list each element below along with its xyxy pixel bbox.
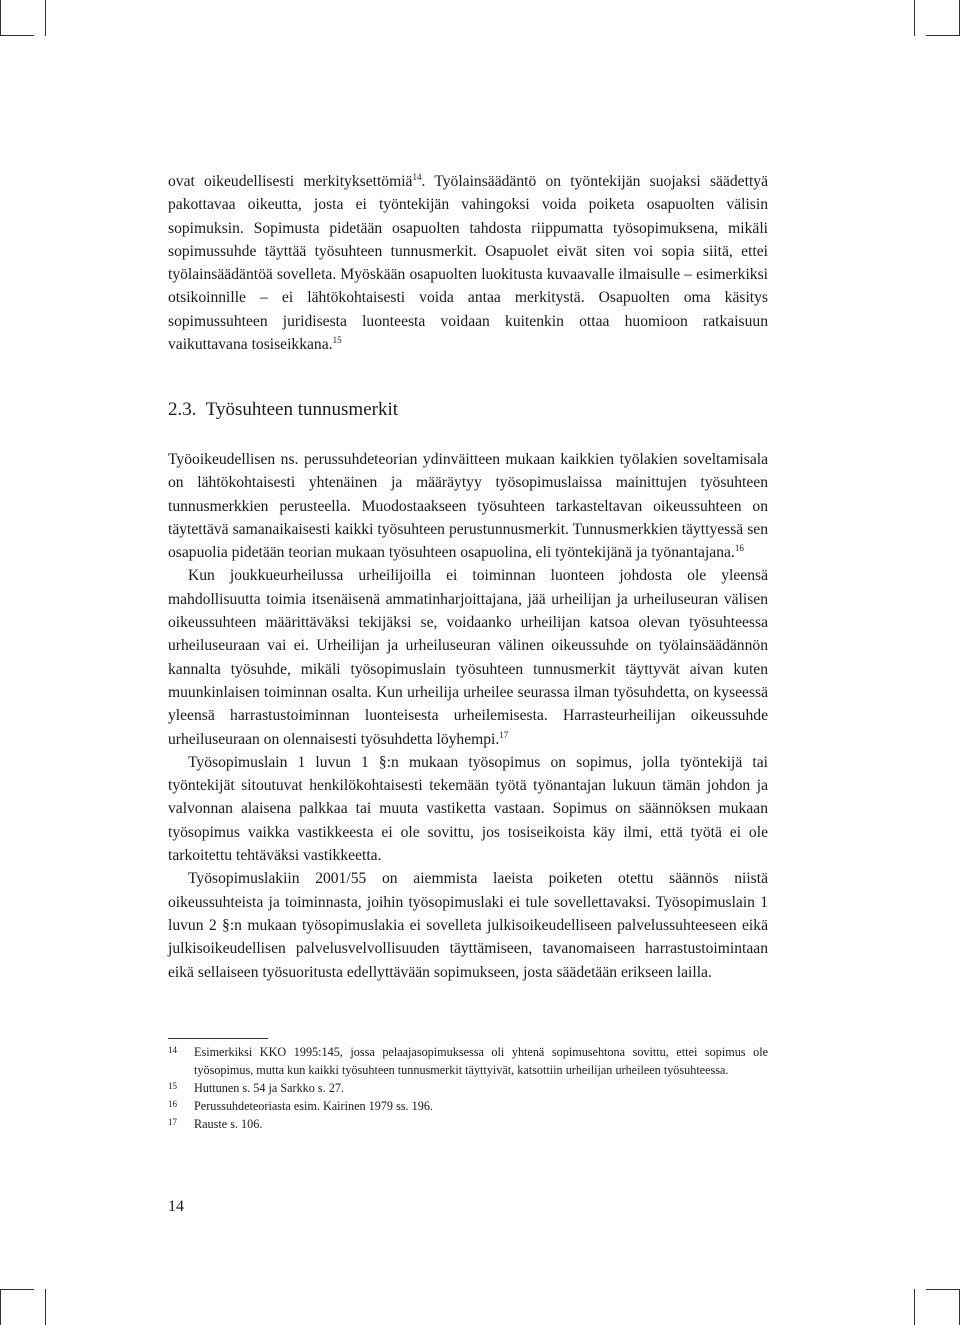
section-number: 2.3. — [168, 399, 197, 420]
footnote — [168, 1079, 768, 1097]
crop-mark-bottom-right-v — [914, 1289, 915, 1325]
paragraph-text: ovat oikeudellisesti merkityksettömiä — [168, 173, 413, 190]
paragraph-text: Työoikeudellisen ns. perussuhdeteorian ydinväitteen mukaan kaikkien työlakien soveltamisala on lähtökohtaisesti yhtenäinen ja määräytyy työsopimuslaissa mainittujen työsuhteen tunnusmerkkien perusteella. Muodostaakseen työsuhteen tarkasteltavan oikeussuhteen on täytettävä samanaikaisesti kaikki työsuhteen perustunnusmerkit. Tunnusmerkkien täyttyessä sen osapuolia pidetään teorian mukaan työsuhteen osapuolina, eli työntekijänä ja työnantajana. — [168, 451, 768, 562]
crop-mark-top-right-v — [914, 0, 915, 36]
footnote-ref[interactable]: 14 — [412, 172, 422, 182]
section-body — [168, 448, 768, 984]
crop-mark-top-left-v2 — [45, 0, 46, 36]
crop-mark-top-right-h — [926, 35, 960, 36]
paragraph — [168, 751, 768, 867]
footnote — [168, 1115, 768, 1133]
paragraph — [168, 867, 768, 983]
footnote-number: 17 — [168, 1117, 177, 1127]
footnote-text: Rauste s. 106. — [194, 1117, 263, 1131]
footnotes — [168, 1043, 768, 1133]
paragraph-text: Työsopimuslain 1 luvun 1 §:n mukaan työsopimus on sopimus, jolla työntekijä tai työntekijät sitoutuvat henkilökohtaisesti tekemään työtä työnantajan lukuun tämän johdon ja valvonnan alaisena palkkaa tai muuta vastiketta vastaan. Sopimus on säännöksen mukaan työsopimus vaikka vastikkeesta ei ole sovittu, jos tosiseikoista käy ilmi, että työtä ei ole tarkoitettu tehtäväksi vastikkeetta. — [168, 753, 768, 865]
paragraph — [168, 448, 768, 564]
crop-mark-top-left-h — [0, 35, 34, 36]
page-number: 14 — [168, 1198, 184, 1215]
footnote-number: 14 — [168, 1045, 177, 1055]
crop-mark-bottom-left-v2 — [45, 1289, 46, 1325]
footnote — [168, 1043, 768, 1079]
footnote-text: Huttunen s. 54 ja Sarkko s. 27. — [194, 1081, 344, 1095]
footnote-text: Esimerkiksi KKO 1995:145, jossa pelaajasopimuksessa oli yhtenä sopimusehtona sovittu, ettei sopimus ole työsopimus, mutta kun kaikki työsuhteen tunnusmerkit täyttyivät, katsottiin urheilijan urheileen työsuhteessa. — [194, 1045, 768, 1077]
intro-paragraph — [168, 170, 768, 356]
crop-mark-bottom-left-v — [0, 1289, 1, 1325]
footnote-number: 15 — [168, 1081, 177, 1091]
paragraph-text: Työsopimuslakiin 2001/55 on aiemmista laeista poiketen otettu säännös niistä oikeussuhteista ja toiminnasta, joihin työsopimuslaki ei tule sovellettavaksi. Työsopimuslain 1 luvun 2 §:n mukaan työsopimuslakia ei sovelleta julkisoikeudelliseen palvelussuhteeseen eikä julkisoikeudellisen palvelusvelvollisuuden täyttämiseen, tavanomaiseen harrastustoimintaan eikä sellaiseen työsuoritusta edellyttävään sopimukseen, josta säädetään erikseen lailla. — [168, 870, 768, 981]
footnote — [168, 1097, 768, 1115]
footnote-number: 16 — [168, 1099, 177, 1109]
footnote-ref[interactable]: 15 — [332, 335, 342, 346]
crop-mark-bottom-right-h — [926, 1289, 960, 1290]
section-heading — [168, 399, 398, 421]
crop-mark-bottom-left-h — [0, 1289, 34, 1290]
crop-mark-top-left-v — [0, 0, 1, 36]
paragraph — [168, 564, 768, 750]
section-title: Työsuhteen tunnusmerkit — [205, 399, 399, 420]
footnote-text: Perussuhdeteoriasta esim. Kairinen 1979 ss. 196. — [194, 1099, 433, 1113]
footnote-ref[interactable]: 16 — [734, 543, 744, 554]
footnote-divider — [168, 1038, 268, 1039]
paragraph-text: . Työlainsäädäntö on työntekijän suojaksi säädettyä pakottavaa oikeutta, josta ei työntekijän vahingoksi voida poiketa osapuolten välisin sopimuksin. Sopimusta pidetään osapuolten tahdosta riippumatta työsopimuksena, mikäli sopimussuhde täyttää työsuhteen tunnusmerkit. Osapuolet eivät siten voi sopia siitä, ettei työlainsäädäntöä sovelleta. Myöskään osapuolten luokitusta kuvaavalle ilmaisulle – esimerkiksi otsikoinnille – ei lähtökohtaisesti voida antaa merkitystä. Osapuolten oma käsitys sopimussuhteen juridisesta luonteesta voidaan kuitenkin ottaa huomioon ratkaisuun vaikuttavana tosiseikkana. — [168, 173, 768, 354]
paragraph — [168, 170, 768, 356]
paragraph-text: Kun joukkueurheilussa urheilijoilla ei toiminnan luonteen johdosta ole yleensä mahdollisuutta toimia itsenäisenä ammatinharjoittajana, jää urheilijan ja urheiluseuran välisen oikeussuhteen määrittäväksi tekijäksi se, voidaanko urheilijan katsoa olevan työsuhteessa urheiluseuraan vai ei. Urheilijan ja urheiluseuran välinen oikeussuhde on työlainsäädännön kannalta työsuhde, mikäli työsopimuslain työsuhteen tunnusmerkit täyttyvät aivan kuten muunkinlaisen toiminnan osalta. Kun urheilija urheilee seurassa ilman työsuhdetta, on kyseessä yleensä harrastustoiminnan luonteisesta urheilemisesta. Harrasteurheilijan oikeussuhde urheiluseuraan on olennaisesti työsuhdetta löyhempi. — [168, 567, 768, 748]
footnote-ref[interactable]: 17 — [499, 729, 509, 740]
